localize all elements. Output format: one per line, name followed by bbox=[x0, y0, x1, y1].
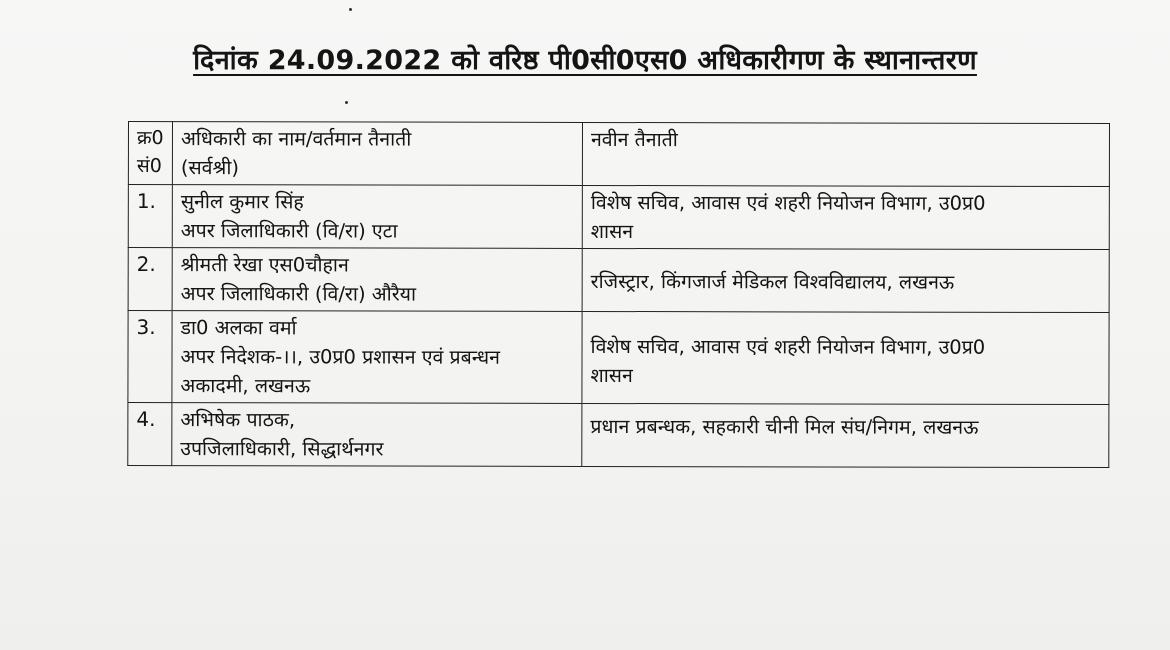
current-posting: उपजिलाधिकारी, सिद्धार्थनगर bbox=[180, 437, 384, 461]
officer-name: अभिषेक पाठक, bbox=[180, 408, 296, 432]
header-new-posting: नवीन तैनाती bbox=[582, 122, 1109, 186]
officer-cell bbox=[172, 185, 582, 249]
table-row bbox=[128, 311, 1109, 405]
table-row bbox=[128, 403, 1109, 468]
document-title bbox=[0, 40, 1170, 77]
row-serial-number: 2. bbox=[128, 248, 172, 311]
row-serial-number: 3. bbox=[128, 311, 172, 403]
paper-speck bbox=[345, 101, 348, 104]
new-posting-cell: विशेष सचिव, आवास एवं शहरी नियोजन विभाग, उ0प्र0 शासन bbox=[582, 185, 1109, 249]
current-posting-cont: अकादमी, लखनऊ bbox=[180, 374, 311, 398]
table-row bbox=[128, 185, 1109, 250]
table-row bbox=[128, 248, 1109, 313]
officer-name: डा0 अलका वर्मा bbox=[180, 316, 297, 340]
officer-cell bbox=[172, 403, 582, 467]
row-serial-number: 4. bbox=[128, 403, 172, 466]
current-posting: अपर जिलाधिकारी (वि/रा) औरैया bbox=[180, 282, 417, 306]
current-posting: अपर निदेशक-।।, उ0प्र0 प्रशासन एवं प्रबन्धन bbox=[180, 345, 501, 369]
transfer-table bbox=[127, 121, 1110, 468]
row-serial-number: 1. bbox=[128, 185, 172, 248]
paper-speck bbox=[349, 8, 352, 11]
current-posting: अपर जिलाधिकारी (वि/रा) एटा bbox=[180, 219, 398, 243]
officer-cell bbox=[172, 311, 582, 404]
document-title-text: दिनांक 24.09.2022 को वरिष्ठ पी0सी0एस0 अधिकारीगण के स्थानान्तरण bbox=[193, 45, 977, 76]
officer-name: श्रीमती रेखा एस0चौहान bbox=[180, 253, 349, 277]
table-header-row bbox=[128, 122, 1109, 187]
header-officer-name: अधिकारी का नाम/वर्तमान तैनाती (सर्वश्री) bbox=[172, 122, 582, 186]
new-posting-cell: विशेष सचिव, आवास एवं शहरी नियोजन विभाग, उ0प्र0 शासन bbox=[582, 311, 1109, 404]
officer-cell bbox=[172, 248, 582, 312]
header-serial-number: क्र0 सं0 bbox=[128, 122, 172, 185]
new-posting-cell: रजिस्ट्रार, किंगजार्ज मेडिकल विश्वविद्यालय, लखनऊ bbox=[582, 248, 1109, 312]
officer-name: सुनील कुमार सिंह bbox=[180, 190, 304, 214]
new-posting-cell: प्रधान प्रबन्धक, सहकारी चीनी मिल संघ/निगम, लखनऊ bbox=[582, 403, 1109, 467]
